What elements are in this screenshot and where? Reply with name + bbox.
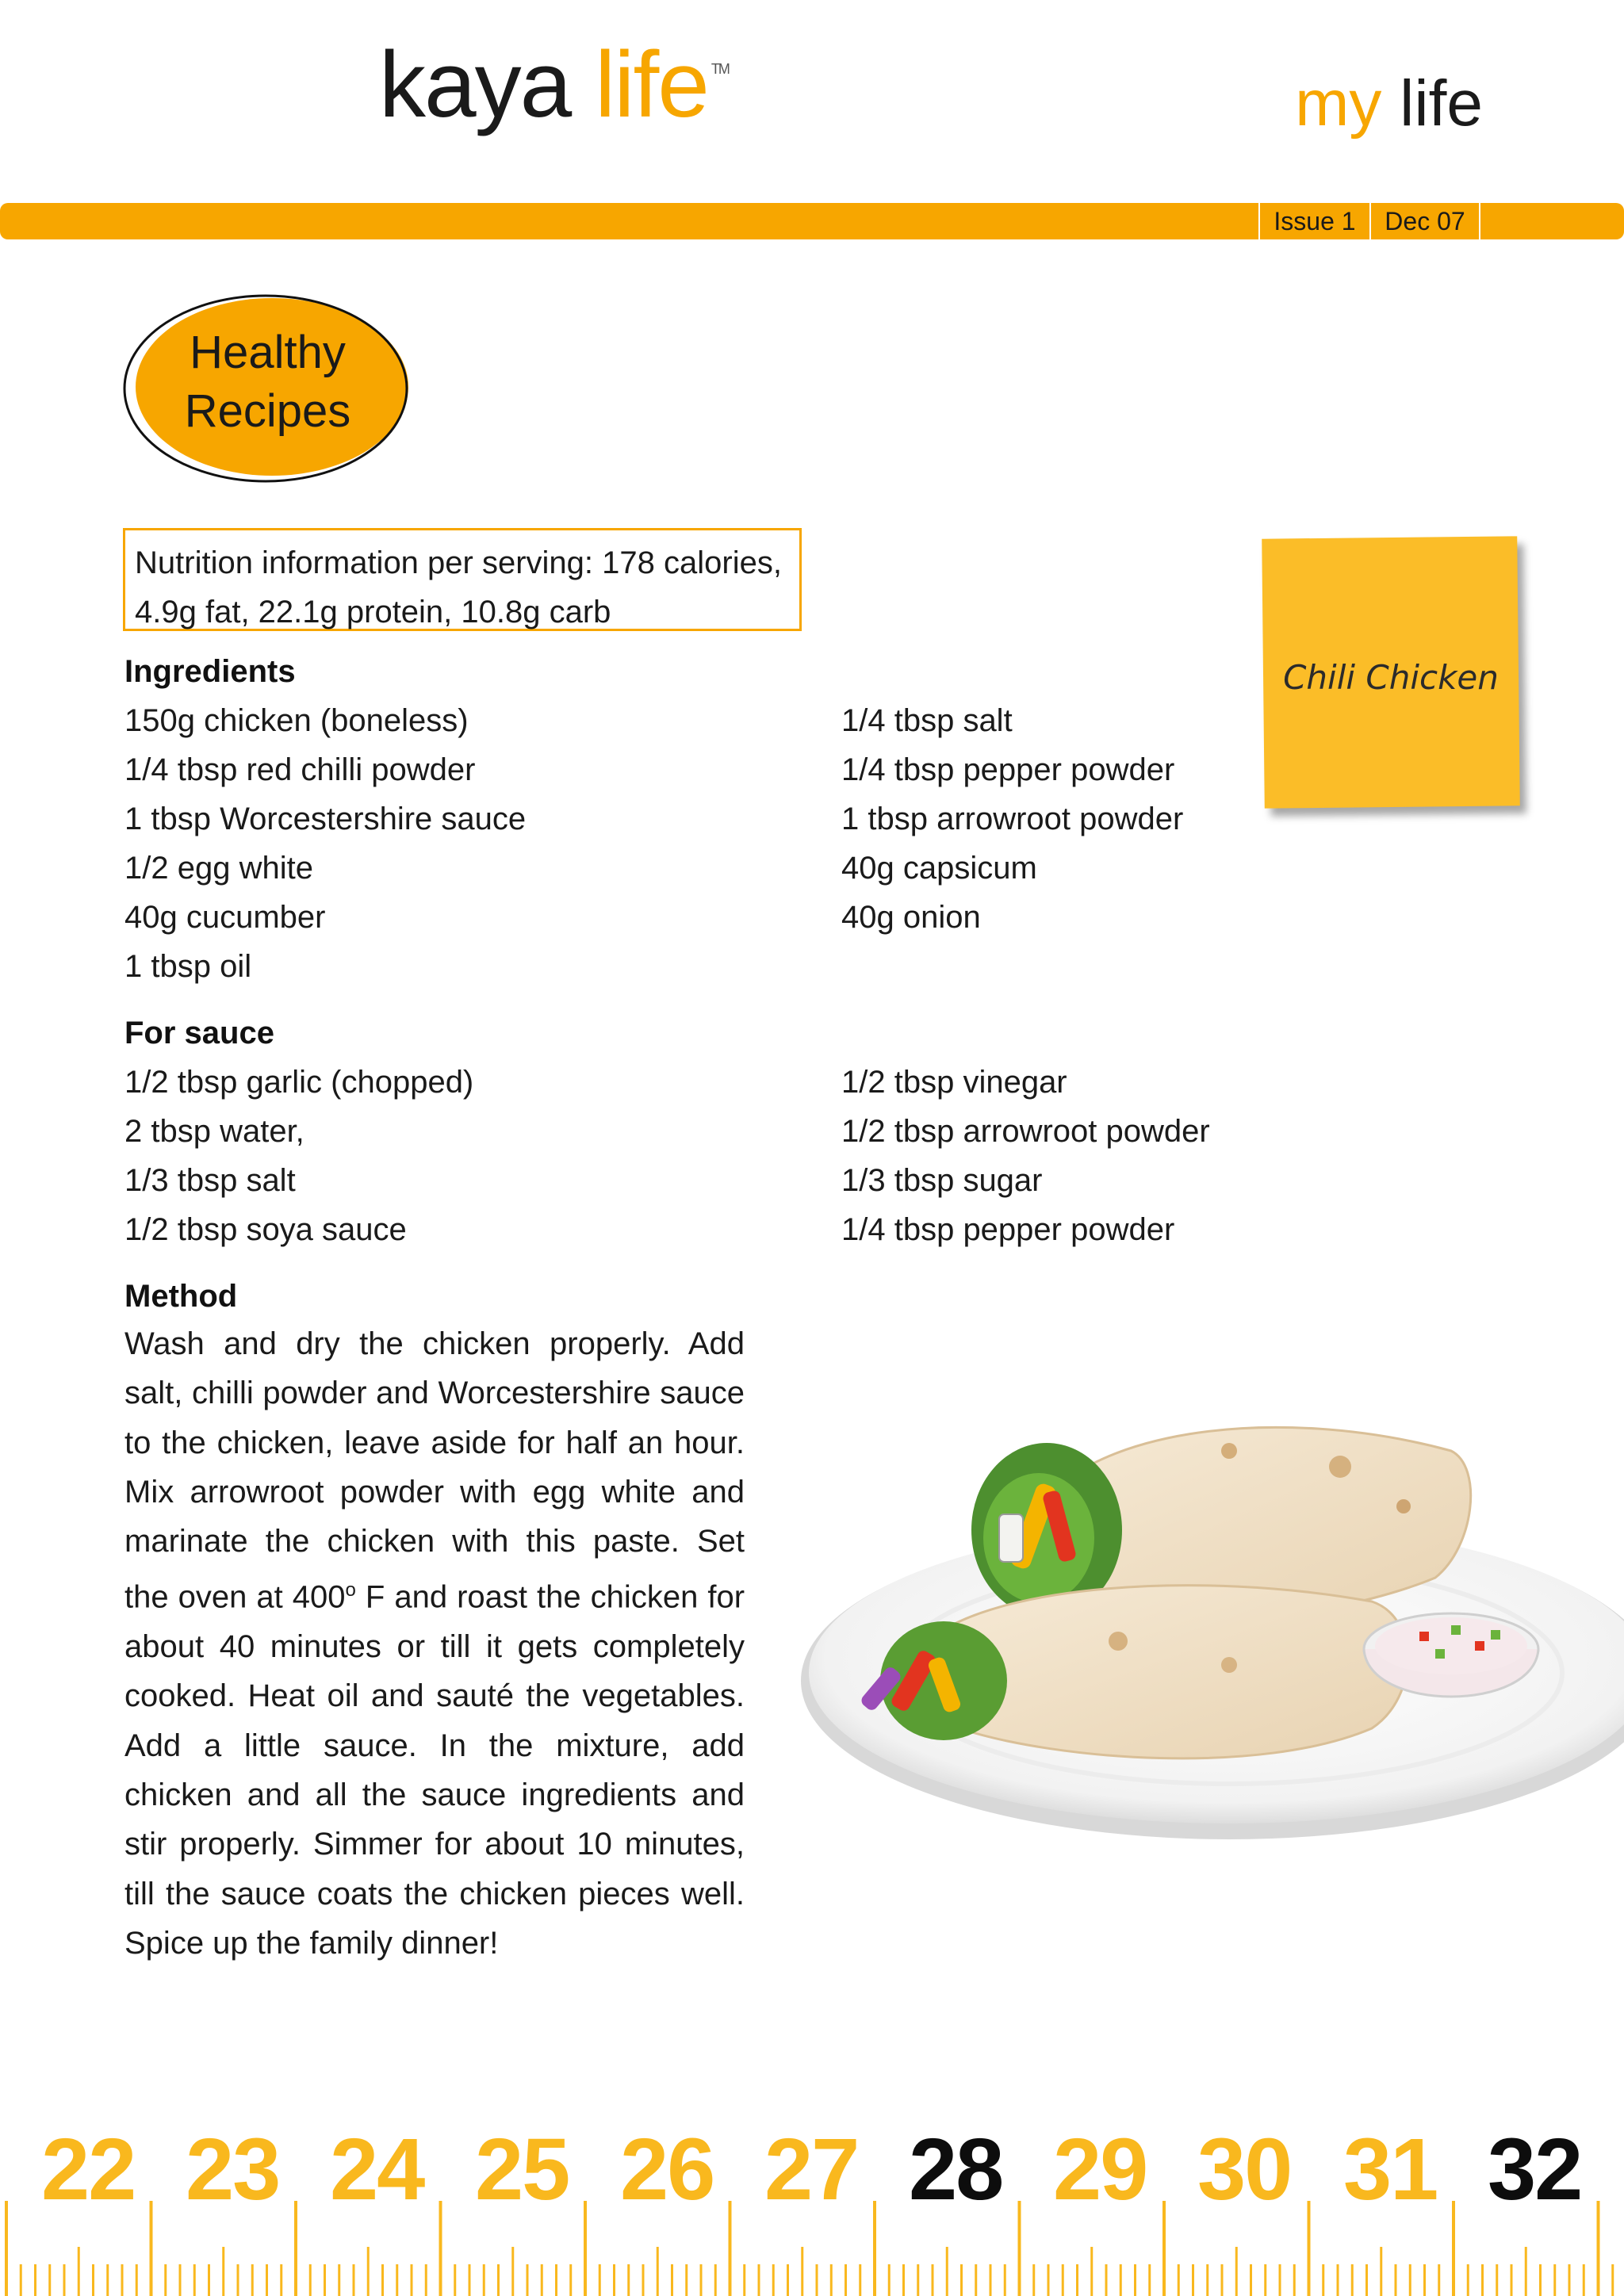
ingredients-right-list — [841, 696, 1183, 942]
list-item: 1 tbsp Worcestershire sauce — [124, 802, 527, 836]
method-text-part-2: F and roast the chicken for about 40 minutes or till it gets completely cooked. Heat oil and sauté the vegetables. Add a little sauce. In the mixture, add chicken and all the sauce ingredients and stir properly. Simmer for about 10 minutes, till the sauce coats the chicken pieces well. Spice up the family dinner! — [124, 1579, 745, 1961]
section-title — [1295, 67, 1483, 140]
page-number: 27 — [764, 2121, 859, 2218]
list-item: 1/3 tbsp sugar — [841, 1163, 1043, 1198]
list-item: 40g onion — [841, 900, 981, 935]
issue-number: Issue 1 — [1258, 203, 1369, 239]
sauce-right-list — [841, 1058, 1210, 1254]
list-item: 1/2 tbsp garlic (chopped) — [124, 1065, 474, 1100]
issue-date: Dec 07 — [1369, 203, 1480, 239]
page-number: 24 — [330, 2121, 424, 2218]
page-number: 22 — [41, 2121, 136, 2218]
nutrition-line-2: 4.9g fat, 22.1g protein, 10.8g carb — [135, 595, 611, 629]
sauce-heading: For sauce — [124, 1016, 274, 1050]
chicken-wrap-photo — [785, 1380, 1624, 1887]
page-number: 31 — [1343, 2121, 1438, 2218]
list-item: 1/2 tbsp soya sauce — [124, 1212, 407, 1247]
list-item: 1/4 tbsp red chilli powder — [124, 752, 476, 787]
list-item: 1/2 egg white — [124, 851, 313, 886]
list-item: 1/2 tbsp vinegar — [841, 1065, 1067, 1100]
ingredients-left-list — [124, 696, 526, 991]
page-number-current: 28 — [909, 2121, 1003, 2218]
ruler-ticks — [0, 2201, 1624, 2296]
section-title-life: life — [1400, 67, 1483, 140]
section-title-my: my — [1295, 67, 1382, 140]
kaya-life-logo — [379, 33, 729, 137]
list-item: 1/4 tbsp salt — [841, 703, 1013, 738]
list-item: 1 tbsp oil — [124, 949, 252, 984]
logo-text-kaya: kaya — [379, 33, 596, 137]
page-number: 29 — [1053, 2121, 1147, 2218]
page-number: 25 — [475, 2121, 569, 2218]
badge-label — [123, 323, 412, 441]
list-item: 40g cucumber — [124, 900, 326, 935]
list-item: 1 tbsp arrowroot powder — [841, 802, 1184, 836]
method-heading: Method — [124, 1279, 238, 1314]
page-number-last: 32 — [1488, 2121, 1582, 2218]
list-item: 1/4 tbsp pepper powder — [841, 1212, 1175, 1247]
list-item: 40g capsicum — [841, 851, 1037, 886]
page-number: 23 — [186, 2121, 280, 2218]
list-item: 1/2 tbsp arrowroot powder — [841, 1114, 1210, 1149]
page-number: 30 — [1197, 2121, 1292, 2218]
degree-symbol: o — [345, 1579, 356, 1601]
list-item: 1/4 tbsp pepper powder — [841, 752, 1175, 787]
badge-line-1: Healthy — [190, 327, 346, 378]
page-number: 26 — [620, 2121, 714, 2218]
recipe-title: Chili Chicken — [1283, 658, 1499, 697]
ingredients-heading: Ingredients — [124, 654, 296, 689]
logo-text-life: life — [595, 33, 708, 137]
method-text-part-1: Wash and dry the chicken properly. Add salt, chilli powder and Worcestershire sauce to the chicken, leave aside for half an hour. Mix arrowroot powder with egg white and marinate the chicken with this paste. Set the oven at 400 — [124, 1326, 745, 1615]
sauce-left-list — [124, 1058, 473, 1254]
badge-line-2: Recipes — [184, 385, 351, 437]
list-item: 1/3 tbsp salt — [124, 1163, 296, 1198]
list-item: 2 tbsp water, — [124, 1114, 304, 1149]
logo-trademark: TM — [710, 61, 729, 77]
nutrition-info-box — [123, 528, 802, 631]
list-item: 150g chicken (boneless) — [124, 703, 469, 738]
nutrition-line-1: Nutrition information per serving: 178 calories, — [135, 545, 782, 580]
method-text — [124, 1319, 745, 1968]
